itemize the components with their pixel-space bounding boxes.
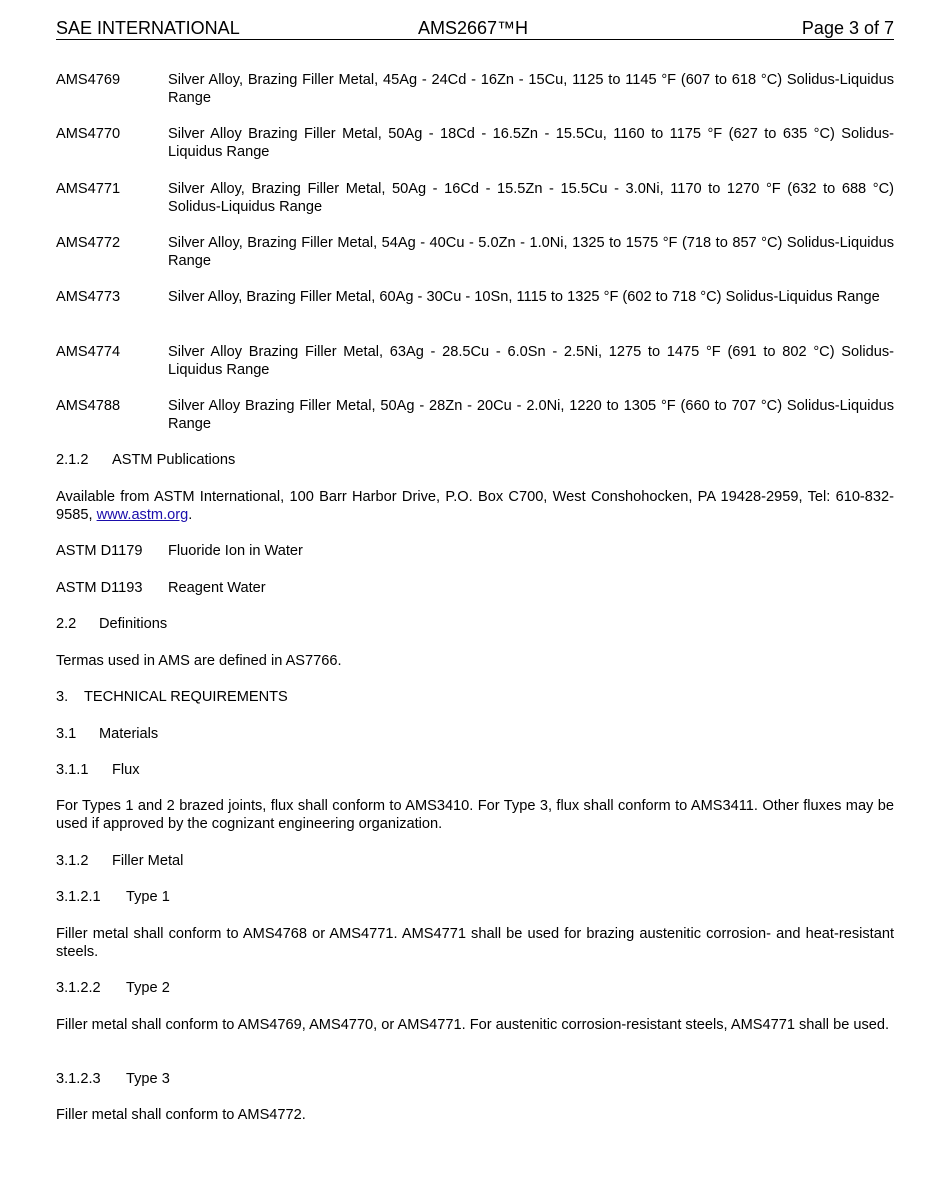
- type-2-text: Filler metal shall conform to AMS4769, AMS4770, or AMS4771. For austenitic corrosion-resistant steels, AMS4771 shall be used.: [56, 1017, 890, 1033]
- standard-title: Reagent Water: [168, 580, 266, 596]
- section-title: Type 3: [126, 1071, 170, 1087]
- section-title: Definitions: [99, 616, 168, 632]
- section-heading-type-2: [56, 979, 894, 997]
- section-title: TECHNICAL REQUIREMENTS: [84, 689, 288, 705]
- standard-title: Fluoride Ion in Water: [168, 543, 303, 559]
- section-heading-flux: [56, 761, 894, 779]
- section-number: 3.1.2.1: [56, 889, 101, 905]
- section-title: Materials: [99, 726, 159, 742]
- definitions-text: Termas used in AMS are defined in AS7766.: [56, 653, 342, 669]
- definitions-paragraph: [56, 652, 894, 670]
- section-title: ASTM Publications: [112, 452, 236, 468]
- section-title: Filler Metal: [112, 853, 184, 869]
- header-doc-id: AMS2667™H: [418, 18, 529, 38]
- section-number: 3.: [56, 689, 69, 705]
- header-org: SAE INTERNATIONAL: [56, 18, 240, 38]
- section-number: 2.2: [56, 616, 77, 632]
- reference-title: Silver Alloy, Brazing Filler Metal, 60Ag - 30Cu - 10Sn, 1115 to 1325 °F (602 to 718 °C) Solidus-Liquidus Range: [168, 289, 880, 305]
- reference-code: AMS4774: [56, 344, 121, 360]
- section-title: Type 1: [126, 889, 170, 905]
- reference-code: AMS4788: [56, 398, 121, 414]
- astm-availability-end: .: [188, 507, 193, 523]
- section-heading-technical-requirements: [56, 688, 894, 706]
- section-heading-filler-metal: [56, 852, 894, 870]
- reference-title: Silver Alloy Brazing Filler Metal, 50Ag - 18Cd - 16.5Zn - 15.5Cu, 1160 to 1175 °F (627 to 635 °C) Solidus-Liquidus Range: [168, 126, 894, 160]
- section-number: 3.1.2: [56, 853, 89, 869]
- reference-title: Silver Alloy, Brazing Filler Metal, 54Ag - 40Cu - 5.0Zn - 1.0Ni, 1325 to 1575 °F (718 to 857 °C) Solidus-Liquidus Range: [168, 235, 894, 269]
- section-title: Type 2: [126, 980, 170, 996]
- section-number: 3.1.1: [56, 762, 89, 778]
- type-3-text: Filler metal shall conform to AMS4772.: [56, 1107, 306, 1123]
- reference-code: AMS4769: [56, 72, 121, 88]
- section-number: 3.1.2.3: [56, 1071, 101, 1087]
- type-3-paragraph: [56, 1106, 894, 1124]
- type-1-paragraph: [56, 925, 894, 961]
- section-heading-type-1: [56, 888, 894, 906]
- section-heading-astm: [56, 451, 894, 469]
- section-heading-materials: [56, 725, 894, 743]
- reference-code: AMS4772: [56, 235, 121, 251]
- flux-text: For Types 1 and 2 brazed joints, flux shall conform to AMS3410. For Type 3, flux shall conform to AMS3411. Other fluxes may be used if approved by the cognizant engineering organization.: [56, 798, 894, 832]
- reference-code: AMS4770: [56, 126, 121, 142]
- reference-title: Silver Alloy, Brazing Filler Metal, 50Ag - 16Cd - 15.5Zn - 15.5Cu - 3.0Ni, 1170 to 1270 °F (632 to 688 °C) Solidus-Liquidus Range: [168, 181, 894, 215]
- section-number: 3.1.2.2: [56, 980, 101, 996]
- astm-website-link[interactable]: www.astm.org: [96, 507, 189, 523]
- reference-code: AMS4773: [56, 289, 121, 305]
- flux-paragraph: [56, 797, 894, 833]
- reference-title: Silver Alloy Brazing Filler Metal, 63Ag - 28.5Cu - 6.0Sn - 2.5Ni, 1275 to 1475 °F (691 to 802 °C) Solidus-Liquidus Range: [168, 344, 894, 378]
- reference-title: Silver Alloy Brazing Filler Metal, 50Ag - 28Zn - 20Cu - 2.0Ni, 1220 to 1305 °F (660 to 707 °C) Solidus-Liquidus Range: [168, 398, 894, 432]
- astm-availability-text: Available from ASTM International, 100 Barr Harbor Drive, P.O. Box C700, West Conshohocken, PA 19428-2959, Tel: 610-832-9585,: [56, 489, 894, 523]
- page-header: [56, 17, 894, 40]
- header-page-number: Page 3 of 7: [801, 18, 894, 38]
- standard-code: ASTM D1193: [56, 580, 143, 596]
- reference-title: Silver Alloy, Brazing Filler Metal, 45Ag - 24Cd - 16Zn - 15Cu, 1125 to 1145 °F (607 to 618 °C) Solidus-Liquidus Range: [168, 72, 894, 106]
- astm-availability-paragraph: [56, 488, 894, 524]
- section-title: Flux: [112, 762, 140, 778]
- section-number: 3.1: [56, 726, 77, 742]
- type-1-text: Filler metal shall conform to AMS4768 or AMS4771. AMS4771 shall be used for brazing austenitic corrosion- and heat-resistant steels.: [56, 926, 894, 960]
- standard-code: ASTM D1179: [56, 543, 143, 559]
- section-number: 2.1.2: [56, 452, 89, 468]
- type-2-paragraph: [56, 1016, 894, 1034]
- section-heading-definitions: [56, 615, 894, 633]
- section-heading-type-3: [56, 1070, 894, 1088]
- reference-code: AMS4771: [56, 181, 121, 197]
